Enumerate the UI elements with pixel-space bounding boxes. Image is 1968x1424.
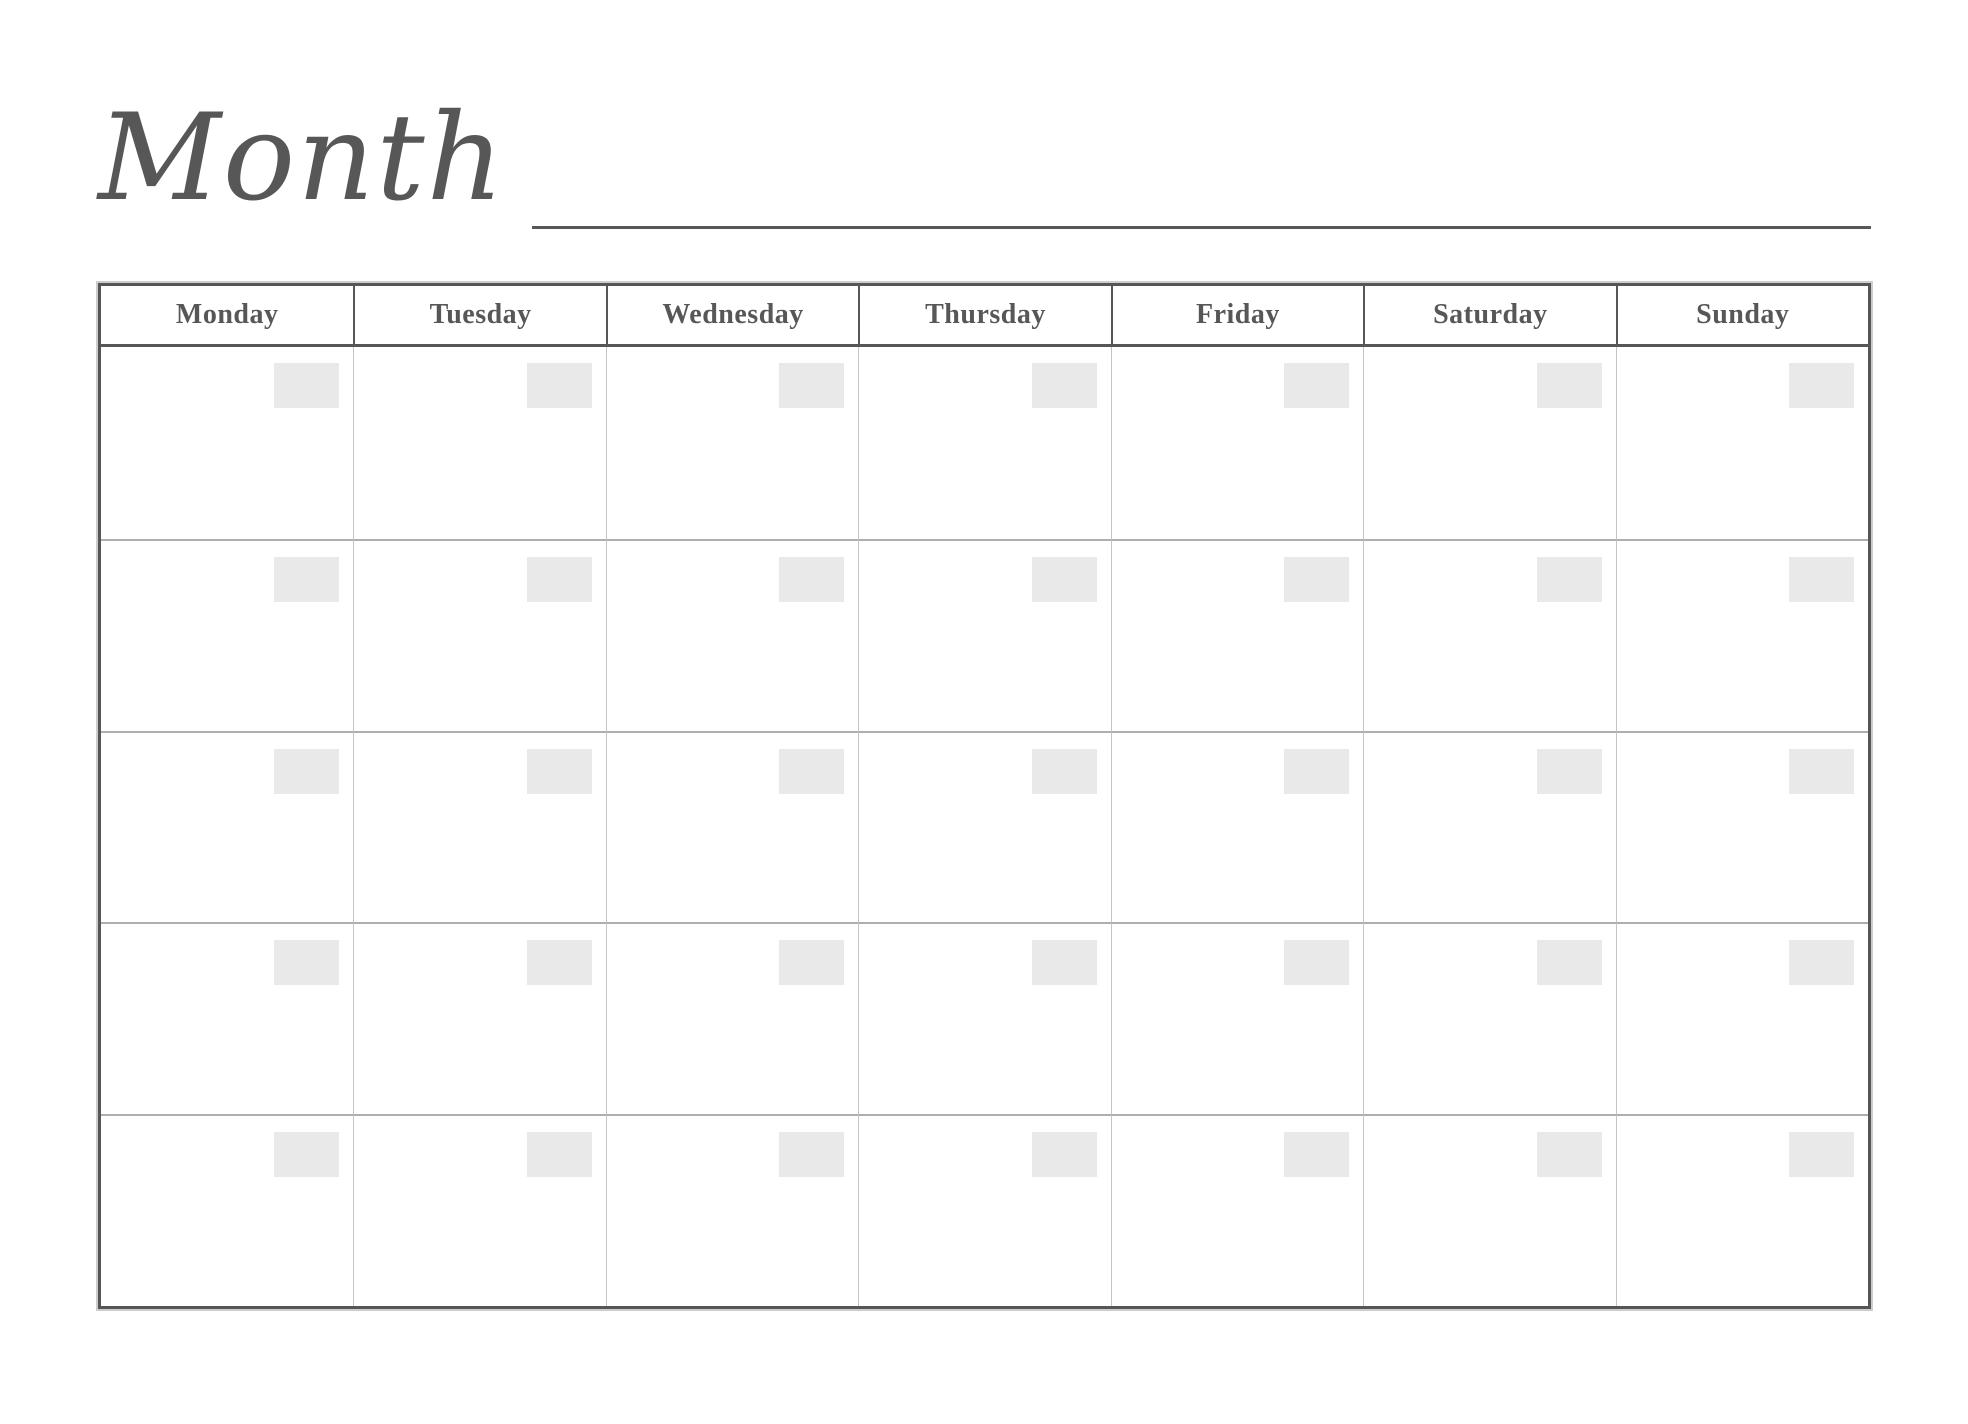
calendar-cell-r1-c1: [101, 347, 353, 539]
date-placeholder: [527, 940, 592, 985]
date-placeholder: [527, 749, 592, 794]
date-placeholder: [1032, 557, 1097, 602]
date-placeholder: [527, 1132, 592, 1177]
day-header-sunday: Sunday: [1616, 286, 1868, 344]
date-placeholder: [274, 557, 339, 602]
calendar-cell-r3-c7: [1616, 731, 1868, 923]
day-header-monday: Monday: [175, 299, 279, 330]
calendar-cell-r4-c3: [606, 922, 858, 1114]
calendar-cell-r2-c7: [1616, 539, 1868, 731]
date-placeholder: [1537, 940, 1602, 985]
date-placeholder: [274, 749, 339, 794]
page-content: [98, 0, 1871, 1309]
date-placeholder: [1284, 557, 1349, 602]
date-placeholder: [1032, 363, 1097, 408]
date-placeholder: [1789, 557, 1854, 602]
calendar-cell-r2-c1: [101, 539, 353, 731]
calendar-cell-r2-c6: [1363, 539, 1615, 731]
date-placeholder: [1789, 749, 1854, 794]
date-placeholder: [779, 1132, 844, 1177]
calendar-cell-r5-c6: [1363, 1114, 1615, 1306]
calendar-cell-r2-c4: [858, 539, 1110, 731]
calendar-cell-r2-c3: [606, 539, 858, 731]
date-placeholder: [274, 940, 339, 985]
date-placeholder: [1284, 1132, 1349, 1177]
date-placeholder: [1537, 749, 1602, 794]
page-title: Month: [98, 89, 506, 228]
date-placeholder: [779, 940, 844, 985]
calendar-cell-r5-c7: [1616, 1114, 1868, 1306]
title-row: [98, 84, 1871, 237]
calendar-cell-r3-c2: [353, 731, 605, 923]
calendar-cell-r1-c6: [1363, 347, 1615, 539]
calendar-cell-r1-c2: [353, 347, 605, 539]
calendar-cell-r4-c1: [101, 922, 353, 1114]
calendar-cell-r4-c6: [1363, 922, 1615, 1114]
date-placeholder: [1284, 940, 1349, 985]
date-placeholder: [527, 557, 592, 602]
date-placeholder: [1284, 363, 1349, 408]
date-placeholder: [1789, 363, 1854, 408]
calendar-cell-r3-c4: [858, 731, 1110, 923]
calendar-cell-r3-c1: [101, 731, 353, 923]
calendar-cell-r3-c5: [1111, 731, 1363, 923]
calendar-cell-r5-c2: [353, 1114, 605, 1306]
day-header-wednesday: Wednesday: [606, 286, 858, 344]
date-placeholder: [779, 749, 844, 794]
month-fill-in-line: [532, 226, 1871, 229]
calendar-cell-r5-c1: [101, 1114, 353, 1306]
calendar-cell-r4-c2: [353, 922, 605, 1114]
calendar-body: [101, 347, 1868, 1306]
date-placeholder: [274, 1132, 339, 1177]
day-header-row: [101, 286, 1868, 347]
day-header-thursday: Thursday: [858, 286, 1110, 344]
date-placeholder: [527, 363, 592, 408]
date-placeholder: [779, 363, 844, 408]
calendar-cell-r2-c2: [353, 539, 605, 731]
calendar-cell-r3-c3: [606, 731, 858, 923]
day-header-friday: Friday: [1111, 286, 1363, 344]
day-header-tuesday: Tuesday: [353, 286, 605, 344]
calendar-cell-r3-c6: [1363, 731, 1615, 923]
day-header-saturday: Saturday: [1363, 286, 1615, 344]
date-placeholder: [779, 557, 844, 602]
date-placeholder: [1284, 749, 1349, 794]
date-placeholder: [1537, 557, 1602, 602]
calendar-cell-r1-c7: [1616, 347, 1868, 539]
date-placeholder: [1789, 940, 1854, 985]
calendar-cell-r5-c5: [1111, 1114, 1363, 1306]
date-placeholder: [1789, 1132, 1854, 1177]
date-placeholder: [1032, 749, 1097, 794]
date-placeholder: [1537, 363, 1602, 408]
date-placeholder: [1032, 1132, 1097, 1177]
date-placeholder: [1537, 1132, 1602, 1177]
calendar-cell-r1-c4: [858, 347, 1110, 539]
calendar-cell-r2-c5: [1111, 539, 1363, 731]
calendar-cell-r4-c5: [1111, 922, 1363, 1114]
date-placeholder: [1032, 940, 1097, 985]
calendar-cell-r1-c5: [1111, 347, 1363, 539]
calendar-cell-r5-c4: [858, 1114, 1110, 1306]
calendar-cell-r1-c3: [606, 347, 858, 539]
calendar-cell-r5-c3: [606, 1114, 858, 1306]
date-placeholder: [274, 363, 339, 408]
calendar-table: [98, 283, 1871, 1309]
calendar-cell-r4-c7: [1616, 922, 1868, 1114]
calendar-cell-r4-c4: [858, 922, 1110, 1114]
